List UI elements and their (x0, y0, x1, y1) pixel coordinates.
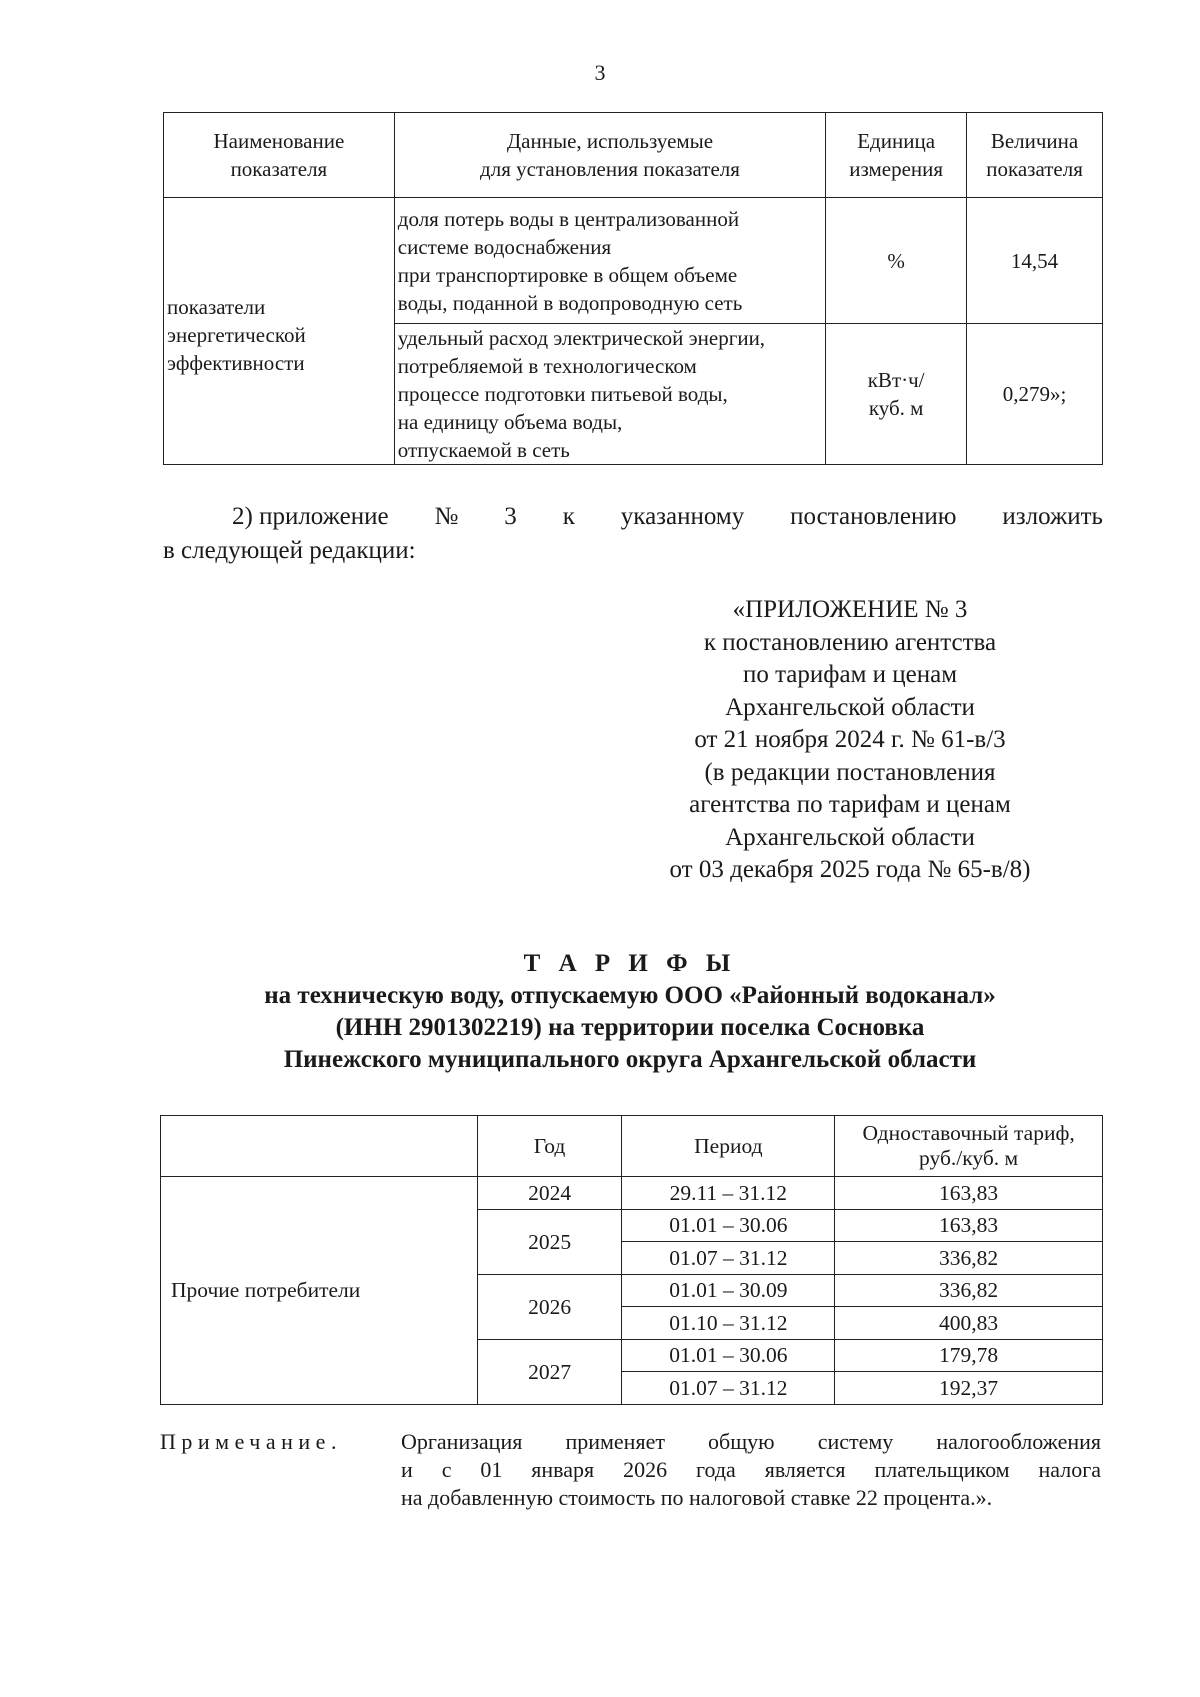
appendix-block: «ПРИЛОЖЕНИЕ № 3 к постановлению агентства по тарифам и ценам Архангельской области от 21 ноября 2024 г. № 61-в/3 (в редакции постановления агентства по тарифам и ценам Архангельской области от 03 декабря 2025 года № 65-в/8) (669, 596, 1031, 883)
page-number: 3 (594, 60, 606, 85)
indicator-data: доля потерь воды в централизованной системе водоснабжения при транспортировке в общем объеме воды, поданной в водопроводную сеть (394, 198, 825, 324)
tariff-cell: 163,83 (835, 1209, 1103, 1242)
tariff-cell: 336,82 (835, 1274, 1103, 1307)
header-value: Величина показателя (967, 113, 1103, 198)
period-cell: 01.01 – 30.06 (622, 1339, 835, 1372)
header-period: Период (622, 1116, 835, 1177)
amendment-paragraph (163, 500, 1103, 568)
period-cell: 01.07 – 31.12 (622, 1242, 835, 1275)
header-unit: Единица измерения (826, 113, 967, 198)
tariff-cell: 163,83 (835, 1177, 1103, 1210)
tariffs-title: Т А Р И Ф Ы на техническую воду, отпускаемую ООО «Районный водоканал» (ИНН 2901302219) на территории поселка Сосновка Пинежского муниципального округа Архангельской области (150, 948, 1110, 1076)
indicator-value: 0,279»; (967, 324, 1103, 465)
header-name: Наименование показателя (164, 113, 395, 198)
period-cell: 01.01 – 30.09 (622, 1274, 835, 1307)
paragraph-line-1: 2) приложение № 3 к указанному постановлению изложить (232, 503, 1103, 530)
indicators-table (163, 112, 1103, 465)
indicator-data: удельный расход электрической энергии, потребляемой в технологическом процессе подготовки питьевой воды, на единицу объема воды, отпускаемой в сеть (394, 324, 825, 465)
header-data: Данные, используемые для установления показателя (394, 113, 825, 198)
consumer-category: Прочие потребители (161, 1177, 478, 1405)
year-cell: 2027 (477, 1339, 622, 1404)
tariff-cell: 336,82 (835, 1242, 1103, 1275)
tariff-cell: 192,37 (835, 1372, 1103, 1405)
period-cell: 01.01 – 30.06 (622, 1209, 835, 1242)
title-heading: Т А Р И Ф Ы (523, 950, 737, 977)
indicator-group-name: показатели энергетической эффективности (164, 198, 395, 465)
period-cell: 29.11 – 31.12 (622, 1177, 835, 1210)
indicator-value: 14,54 (967, 198, 1103, 324)
year-cell: 2024 (477, 1177, 622, 1210)
indicator-unit: кВт·ч/ куб. м (826, 324, 967, 465)
note-label: Примечание. (160, 1429, 342, 1454)
year-cell: 2026 (477, 1274, 622, 1339)
header-year: Год (477, 1116, 622, 1177)
header-tariff: Одноставочный тариф, руб./куб. м (835, 1116, 1103, 1177)
note-text: Организация применяет общую систему налогообложения и с 01 января 2026 года является плательщиком налога на добавленную стоимость по налоговой ставке 22 процента.». (401, 1429, 1101, 1510)
period-cell: 01.07 – 31.12 (622, 1372, 835, 1405)
period-cell: 01.10 – 31.12 (622, 1307, 835, 1340)
indicator-unit: % (826, 198, 967, 324)
table-header-row (161, 1116, 1103, 1177)
table-header-row (164, 113, 1103, 198)
tariff-cell: 400,83 (835, 1307, 1103, 1340)
paragraph-line-2: в следующей редакции: (163, 537, 416, 564)
table-row (161, 1177, 1103, 1210)
header-consumer (161, 1116, 478, 1177)
tariff-cell: 179,78 (835, 1339, 1103, 1372)
table-row (164, 198, 1103, 324)
year-cell: 2025 (477, 1209, 622, 1274)
tariffs-table (160, 1115, 1103, 1405)
